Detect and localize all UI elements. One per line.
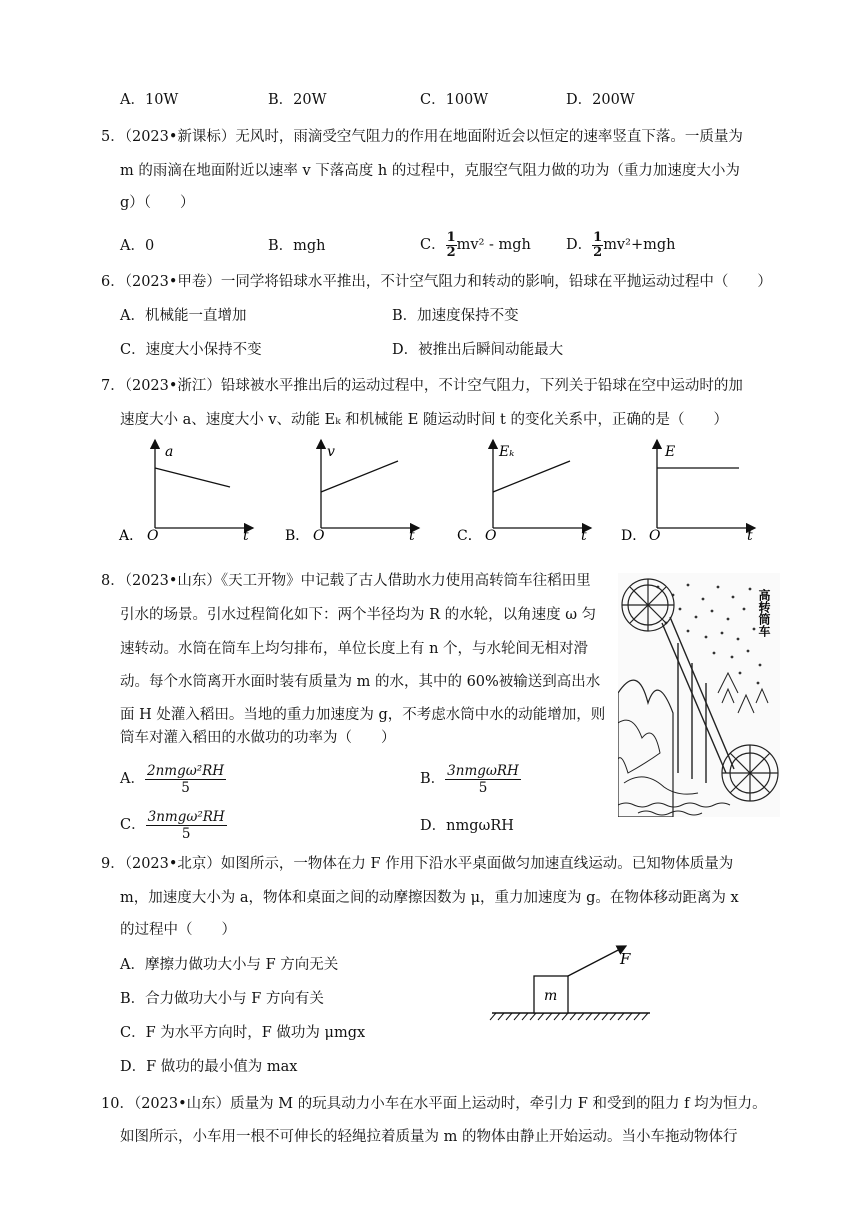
graph-b-line: [321, 461, 398, 492]
q9-option-c: C．F 为水平方向时，F 做功为 μmgx: [120, 1025, 366, 1041]
fraction-half: $\frac{1}{2}$: [446, 229, 456, 260]
q9-force-diagram: [488, 940, 658, 1026]
q8-option-b: B． $\frac{\text{3nmgωRH}}{5}$: [420, 762, 519, 796]
graph-d-xlabel: t: [747, 528, 753, 544]
q8-stem-line1: 8．（2023•山东）《天工开物》中记载了古人借助水力使用高转筒车往稻田里: [101, 573, 591, 589]
q8-stem-line3: 速转动。水筒在筒车上均匀排布，单位长度上有 n 个，与水轮间无相对滑: [120, 641, 589, 657]
q9-option-d: D．F 做功的最小值为 max: [120, 1059, 298, 1075]
water-wheel-illustration: [618, 573, 780, 817]
q8-option-c: C． $\frac{\text{3nmgω²RH}}{5}$: [120, 808, 225, 842]
q9-stem-line3: 的过程中（ ）: [120, 922, 236, 938]
graph-c-ylabel: Eₖ: [499, 444, 515, 460]
graph-b: [285, 440, 419, 544]
graph-c-label: C．: [457, 528, 482, 544]
q9-stem-line2: m，加速度大小为 a，物体和桌面之间的动摩擦因数为 μ，重力加速度为 g。在物体移动距离为 x: [120, 890, 739, 906]
graph-a: [118, 440, 253, 544]
q10-stem-line1: 10．（2023•山东）质量为 M 的玩具动力小车在水平面上运动时，牵引力 F 和受到的阻力 f 均为恒力。: [101, 1096, 767, 1112]
q6-option-c: C．速度大小保持不变: [120, 342, 262, 358]
q6-option-b: B．加速度保持不变: [392, 308, 519, 324]
q6-stem-line1: 6．（2023•甲卷）一同学将铅球水平推出，不计空气阻力和转动的影响，铅球在平抛运动过程中（ ）: [101, 274, 772, 290]
q7-graphs: [115, 436, 775, 546]
illustration-caption: 高转筒车: [757, 589, 771, 637]
q8-stem-line5: 面 H 处灌入稻田。当地的重力加速度为 g，不考虑水筒中水的动能增加，则: [120, 707, 606, 723]
q5-stem-line2: m 的雨滴在地面附近以速率 v 下落高度 h 的过程中，克服空气阻力做的功为（重力加速度大小为: [120, 163, 740, 179]
q4-option-b: B．20W: [268, 92, 327, 108]
block-m-label: m: [544, 988, 558, 1004]
q5-stem-line3: g）（ ）: [120, 195, 195, 211]
fraction-half: $\frac{1}{2}$: [593, 229, 603, 260]
q9-option-b: B．合力做功大小与 F 方向有关: [120, 991, 324, 1007]
graph-d: [621, 440, 755, 544]
q8-option-a: A． $\frac{\text{2nmgω²RH}}{5}$: [120, 762, 225, 796]
force-label: F: [620, 950, 631, 968]
q4-option-a: A．10W: [120, 92, 179, 108]
graph-a-xlabel: t: [243, 528, 249, 544]
q7-stem-line2: 速度大小 a、速度大小 v、动能 Eₖ 和机械能 E 随运动时间 t 的变化关系中，正确的是（ ）: [120, 412, 728, 428]
q7-stem-line1: 7．（2023•浙江）铅球被水平推出后的运动过程中，不计空气阻力，下列关于铅球在空中运动时的加: [101, 378, 743, 394]
q4-option-d: D．200W: [566, 92, 635, 108]
graph-c: [457, 440, 591, 544]
q4-option-c: C．100W: [420, 92, 489, 108]
graph-b-ylabel: v: [327, 444, 335, 460]
q5-option-d: D． $\frac{1}{2}$ mv²+mgh: [566, 229, 676, 260]
q9-option-a: A．摩擦力做功大小与 F 方向无关: [120, 957, 339, 973]
graph-d-origin: O: [649, 528, 661, 544]
q6-option-d: D．被推出后瞬间动能最大: [392, 342, 564, 358]
q10-stem-line2: 如图所示，小车用一根不可伸长的轻绳拉着质量为 m 的物体由静止开始运动。当小车拖动物体行: [120, 1129, 738, 1145]
graph-b-label: B．: [285, 528, 310, 544]
q6-option-a: A．机械能一直增加: [120, 308, 247, 324]
q5-option-c: C． $\frac{1}{2}$ mv² - mgh: [420, 229, 531, 260]
graph-c-xlabel: t: [581, 528, 587, 544]
graph-b-xlabel: t: [409, 528, 415, 544]
graph-d-label: D．: [621, 528, 647, 544]
q8-stem-line6: 筒车对灌入稻田的水做功的功率为（ ）: [120, 730, 396, 746]
graph-a-ylabel: a: [165, 444, 174, 460]
q5-option-b: B．mgh: [268, 238, 326, 254]
graph-d-ylabel: E: [665, 444, 676, 460]
q8-stem-line2: 引水的场景。引水过程简化如下：两个半径均为 R 的水轮，以角速度 ω 匀: [120, 607, 597, 623]
graph-c-origin: O: [485, 528, 497, 544]
q5-option-a: A．0: [120, 238, 155, 254]
graph-a-label: A．: [119, 528, 144, 544]
graph-c-line: [493, 461, 570, 492]
graph-a-line: [155, 468, 230, 487]
force-arrow: [568, 946, 626, 976]
q9-stem-line1: 9．（2023•北京）如图所示，一物体在力 F 作用下沿水平桌面做匀加速直线运动。已知物体质量为: [101, 856, 734, 872]
graph-a-origin: O: [147, 528, 159, 544]
graph-b-origin: O: [313, 528, 325, 544]
q8-option-d: D．nmgωRH: [420, 818, 514, 834]
q5-stem-line1: 5．（2023•新课标）无风时，雨滴受空气阻力的作用在地面附近会以恒定的速率竖直下落。一质量为: [101, 129, 743, 145]
q8-stem-line4: 动。每个水筒离开水面时装有质量为 m 的水，其中的 60%被输送到高出水: [120, 674, 601, 690]
